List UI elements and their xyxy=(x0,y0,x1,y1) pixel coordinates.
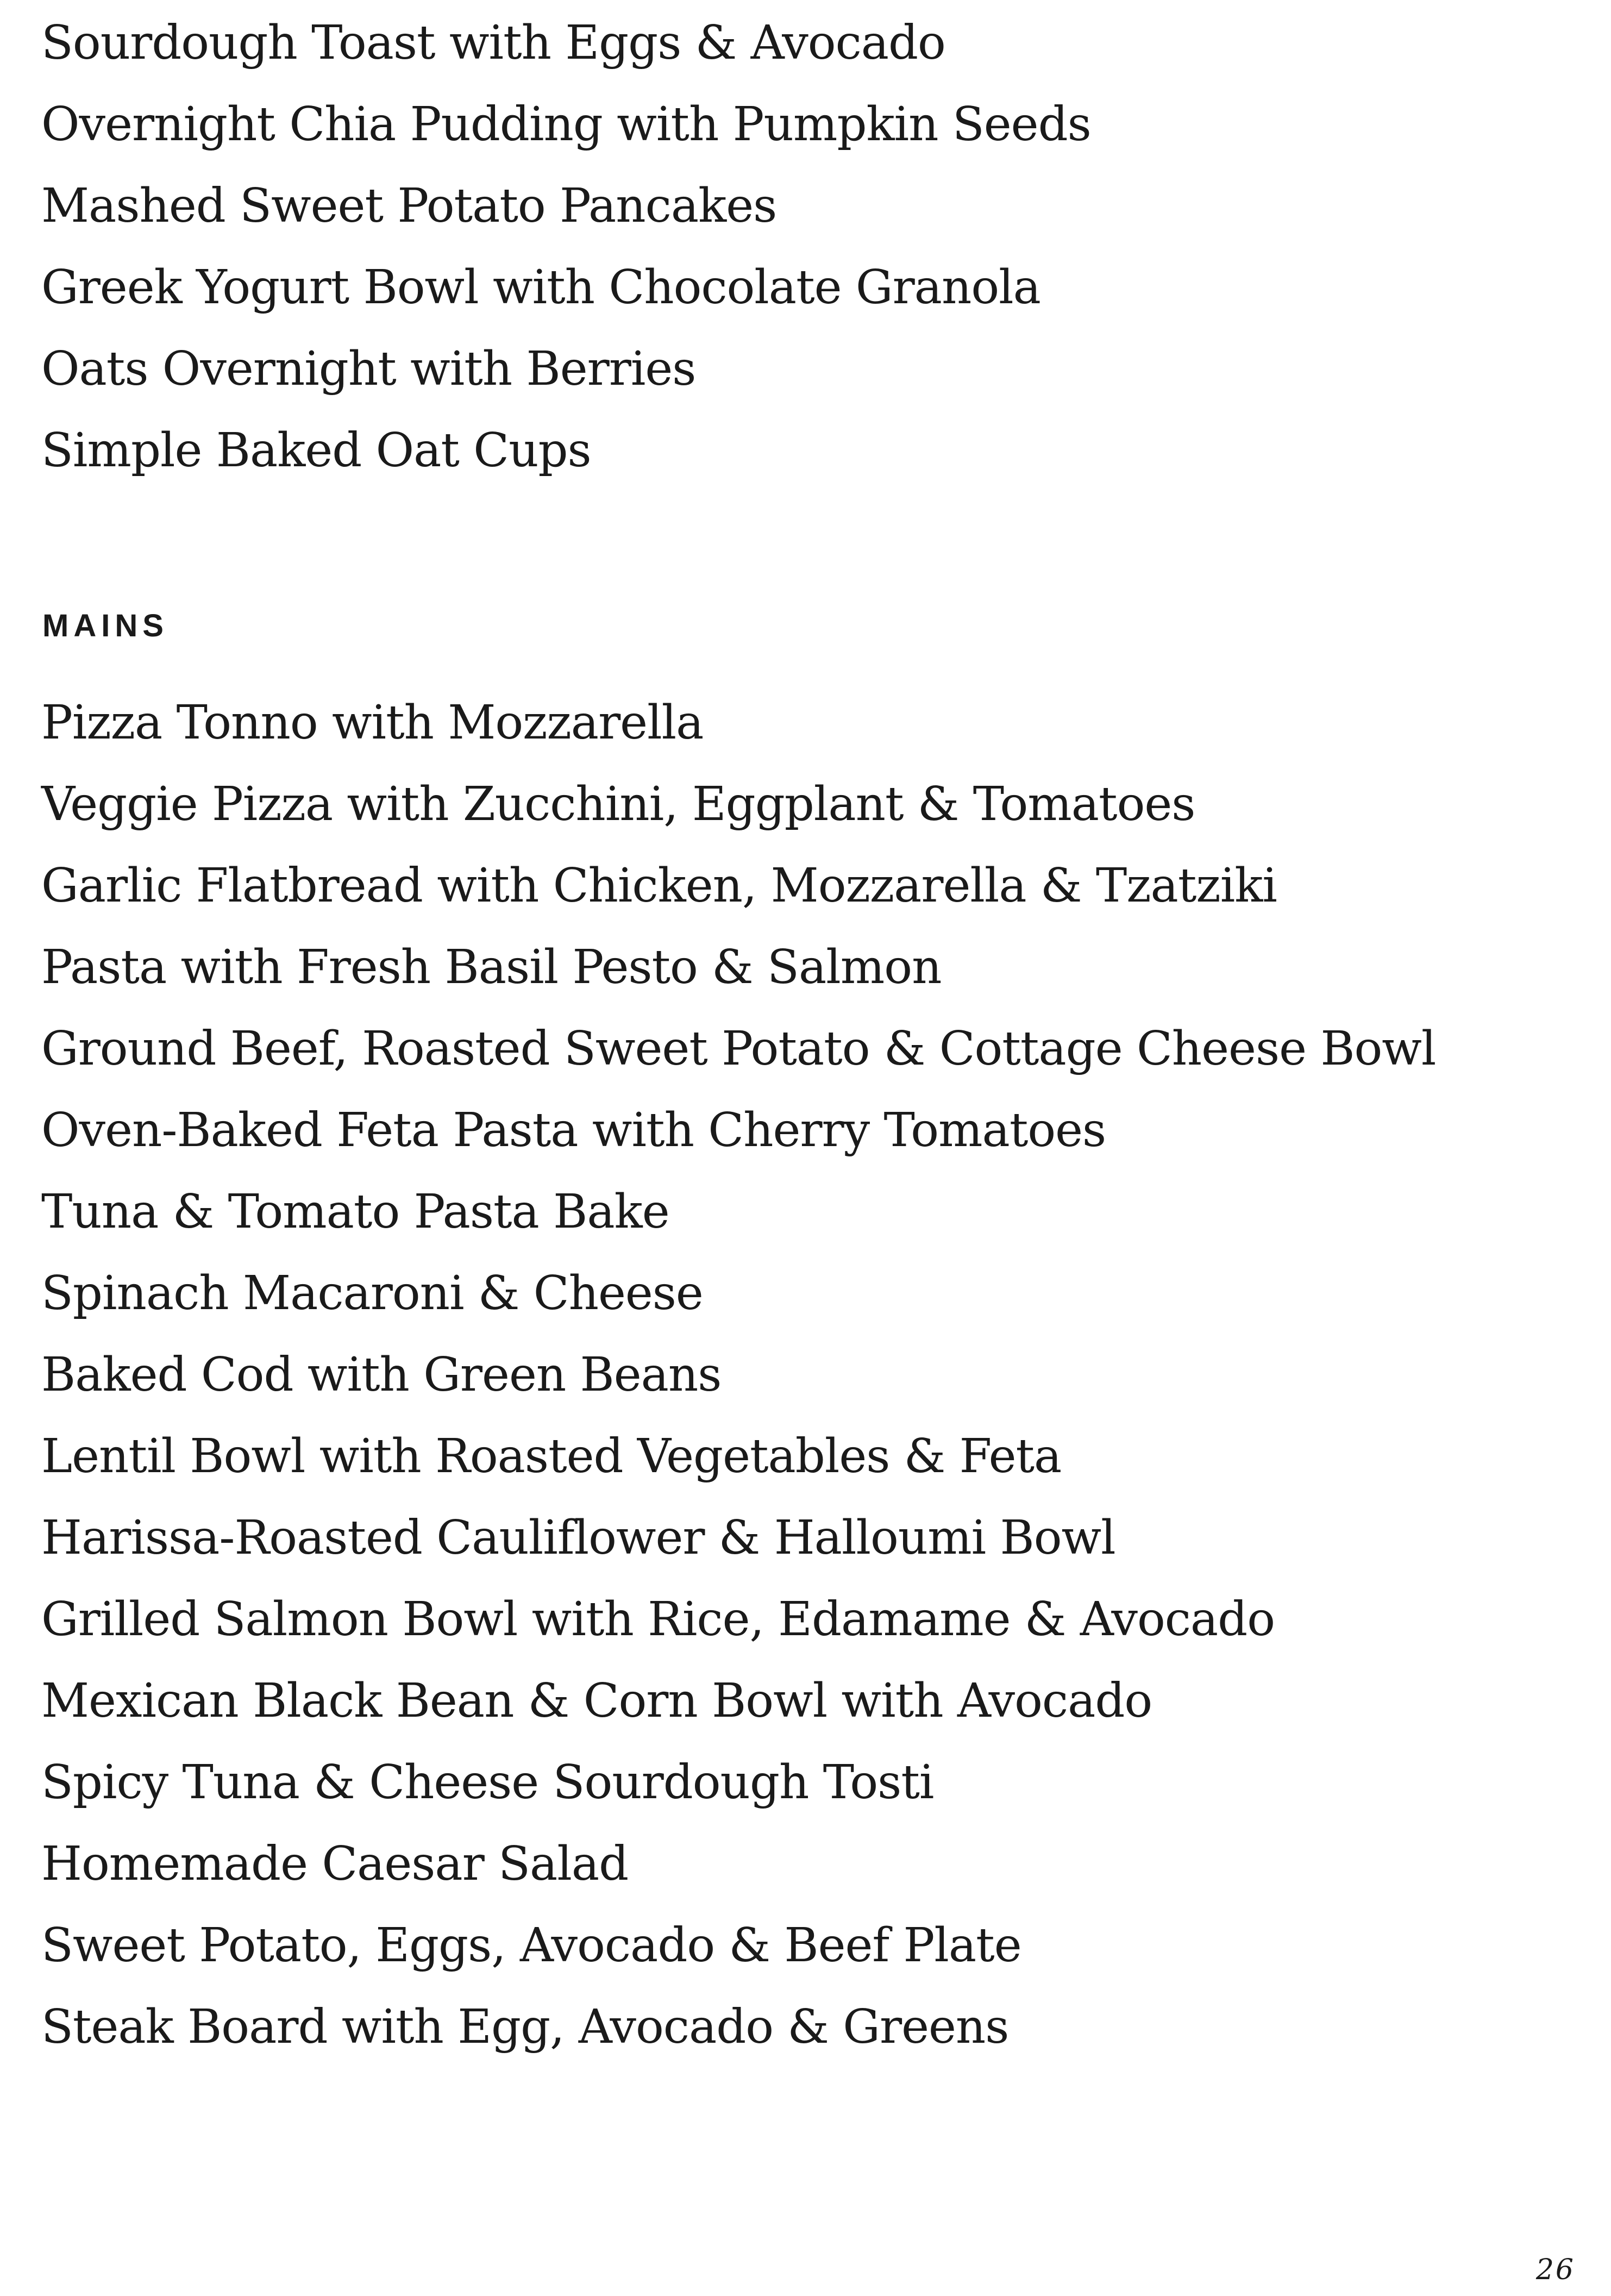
recipe-item[interactable]: Oats Overnight with Berries xyxy=(41,342,696,396)
recipe-item[interactable]: Steak Board with Egg, Avocado & Greens xyxy=(41,2000,1009,2054)
recipe-item[interactable]: Harissa-Roasted Cauliflower & Halloumi Bowl xyxy=(41,1511,1115,1565)
recipe-item[interactable]: Grilled Salmon Bowl with Rice, Edamame & Avocado xyxy=(41,1592,1275,1647)
recipe-item[interactable]: Garlic Flatbread with Chicken, Mozzarella & Tzatziki xyxy=(41,859,1277,913)
recipe-item[interactable]: Mexican Black Bean & Corn Bowl with Avocado xyxy=(41,1674,1152,1728)
recipe-item[interactable]: Homemade Caesar Salad xyxy=(41,1837,629,1891)
recipe-item[interactable]: Spicy Tuna & Cheese Sourdough Tosti xyxy=(41,1755,934,1810)
recipe-item[interactable]: Tuna & Tomato Pasta Bake xyxy=(41,1185,669,1239)
recipe-item[interactable]: Lentil Bowl with Roasted Vegetables & Feta xyxy=(41,1429,1062,1484)
page-number: 26 xyxy=(1535,2254,1575,2286)
mains-section-heading: MAINS xyxy=(42,608,168,643)
recipe-item[interactable]: Greek Yogurt Bowl with Chocolate Granola xyxy=(41,260,1040,315)
recipe-item[interactable]: Mashed Sweet Potato Pancakes xyxy=(41,179,777,233)
recipe-item[interactable]: Oven-Baked Feta Pasta with Cherry Tomatoes xyxy=(41,1103,1106,1158)
recipe-item[interactable]: Ground Beef, Roasted Sweet Potato & Cottage Cheese Bowl xyxy=(41,1022,1436,1076)
recipe-item[interactable]: Veggie Pizza with Zucchini, Eggplant & Tomatoes xyxy=(41,777,1195,831)
recipe-item[interactable]: Pasta with Fresh Basil Pesto & Salmon xyxy=(41,940,942,994)
recipe-item[interactable]: Baked Cod with Green Beans xyxy=(41,1348,722,1402)
recipe-item[interactable]: Simple Baked Oat Cups xyxy=(41,423,591,478)
breakfast-recipe-list xyxy=(41,2,1091,491)
recipe-item[interactable]: Sourdough Toast with Eggs & Avocado xyxy=(41,16,945,70)
recipe-item[interactable]: Pizza Tonno with Mozzarella xyxy=(41,696,704,750)
recipe-item[interactable]: Sweet Potato, Eggs, Avocado & Beef Plate xyxy=(41,1918,1021,1973)
recipe-item[interactable]: Overnight Chia Pudding with Pumpkin Seeds xyxy=(41,97,1091,152)
recipe-item[interactable]: Spinach Macaroni & Cheese xyxy=(41,1266,703,1321)
mains-recipe-list xyxy=(41,682,1436,2068)
